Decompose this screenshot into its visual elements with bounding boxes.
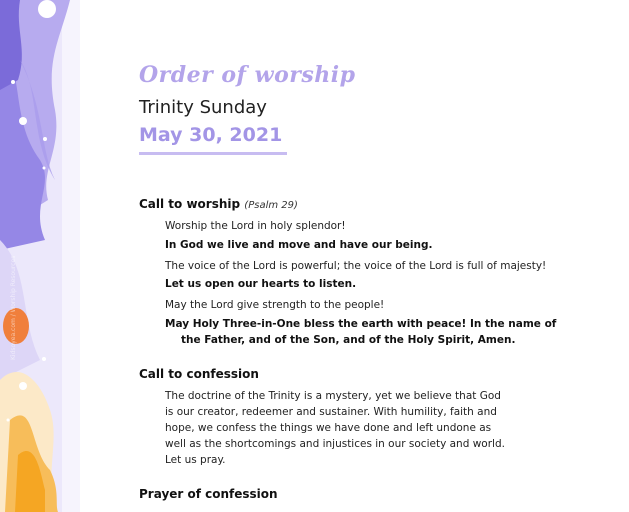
scripture-reference: (Psalm 29) — [244, 200, 298, 211]
side-credit-text: Kidsoyea.com / Worship Resources — [10, 255, 17, 360]
call-to-worship-heading — [139, 197, 298, 211]
liturgy-line-leader: Worship the Lord in holy splendor! — [165, 220, 346, 232]
liturgy-line-leader: May the Lord give strength to the people! — [165, 299, 385, 311]
prayer-of-confession-heading: Prayer of confession — [139, 487, 278, 501]
service-date: May 30, 2021 — [139, 124, 283, 146]
liturgy-line-people: Let us open our hearts to listen. — [165, 278, 357, 290]
liturgy-line-people: In God we live and move and have our being. — [165, 239, 433, 251]
script-title: Order of worship — [139, 62, 356, 88]
subtitle: Trinity Sunday — [139, 97, 267, 118]
call-to-worship-title: Call to worship — [139, 197, 241, 211]
liturgy-line-people: May Holy Three-in-One bless the earth with peace! In the name of the Father, and of the Son, and of the Holy Spirit, Amen. — [165, 318, 557, 346]
call-to-confession-text: The doctrine of the Trinity is a mystery, yet we believe that God is our creator, redeemer and sustainer. With humility, faith and hope, we confess the things we have done and left undone as well as the shortcomings and injustices in our society and world. Let us pray. — [165, 390, 505, 466]
call-to-confession-heading: Call to confession — [139, 367, 259, 381]
title-underline — [139, 152, 287, 155]
liturgy-line-leader: The voice of the Lord is powerful; the voice of the Lord is full of majesty! — [165, 260, 547, 272]
